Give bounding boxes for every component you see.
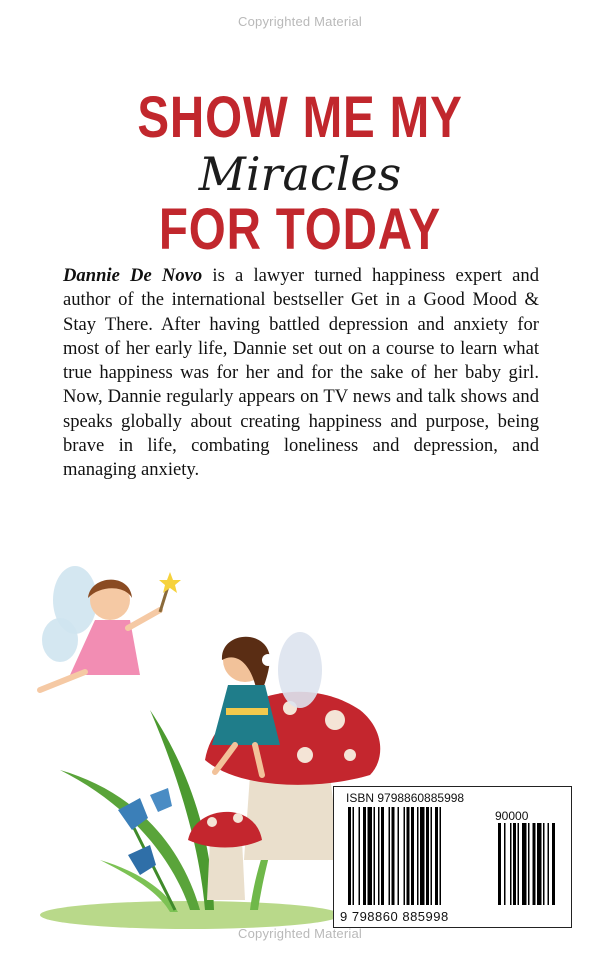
barcode-bar: [440, 807, 442, 905]
barcode-bar: [363, 807, 366, 905]
barcode-bar: [348, 807, 351, 905]
mushroom-spot: [207, 817, 217, 827]
barcode-bar: [411, 807, 414, 905]
barcode-bar: [359, 807, 361, 905]
barcode-addon-bar: [522, 823, 527, 905]
barcode-bar: [368, 807, 373, 905]
barcode-bar: [420, 807, 425, 905]
fairy-belt: [226, 708, 268, 715]
author-bio: [63, 264, 539, 483]
barcode-bar: [431, 807, 433, 905]
barcode-bar: [392, 807, 395, 905]
barcode-bar: [381, 807, 384, 905]
mushroom-spot: [344, 749, 356, 761]
barcode-addon-bar: [537, 823, 542, 905]
author-name: Dannie De Novo: [63, 265, 203, 286]
barcode-bar: [398, 807, 400, 905]
title-script-word: Miracles: [198, 147, 402, 201]
mushroom-stem-small: [207, 840, 245, 900]
title-line-2: FOR TODAY: [158, 197, 442, 262]
barcode-bar: [417, 807, 419, 905]
barcode-bar: [378, 807, 380, 905]
barcode-addon-bar: [528, 823, 530, 905]
barcode-bar: [404, 807, 406, 905]
fairy-wing: [278, 632, 322, 708]
mushroom-stem-large: [244, 775, 340, 860]
barcode-addon-bar: [552, 823, 555, 905]
mushroom-spot: [297, 747, 313, 763]
barcode-addon-bar: [510, 823, 512, 905]
barcode-addon-bar: [533, 823, 536, 905]
barcode-digits: 9 798860 885998: [340, 909, 449, 924]
title-line-1: SHOW ME MY: [137, 85, 463, 150]
fairy-wing: [42, 618, 78, 662]
fairy-arm: [128, 610, 160, 628]
watermark-top: Copyrighted Material: [238, 14, 362, 29]
wand-star: [159, 572, 181, 593]
barcode-bar: [353, 807, 355, 905]
isbn-label: ISBN 9798860885998: [346, 791, 465, 805]
barcode-bars: [348, 807, 560, 907]
fairy-leg: [40, 672, 85, 690]
mushroom-spot: [233, 813, 243, 823]
bio-text: is a lawyer turned happiness expert and author of the international bestseller Get in a Good Mood & Stay There. After having battled depression and anxiety for most of her early life, Dannie set out on a course to learn what true happiness was for her and for the sake of her baby girl. Now, Dannie regularly appears on TV news and talk shows and speaks globally about creating happiness and purpose, being brave in life, combating loneliness and depression, and managing anxiety.: [63, 265, 540, 481]
barcode-bar: [426, 807, 429, 905]
barcode-addon-bar: [504, 823, 506, 905]
hair-flower: [262, 654, 274, 666]
barcode-addon-bar: [543, 823, 545, 905]
isbn-barcode: [333, 786, 572, 928]
barcode-addon-bar: [513, 823, 516, 905]
barcode-addon-digits: 90000: [495, 809, 529, 823]
blue-flower: [128, 845, 156, 875]
barcode-bar: [435, 807, 438, 905]
barcode-bar: [407, 807, 410, 905]
watermark-bottom: Copyrighted Material: [238, 926, 362, 941]
book-title: [0, 85, 600, 262]
barcode-addon-bar: [498, 823, 501, 905]
blue-flower: [150, 788, 172, 812]
fairy-pink: [40, 566, 181, 690]
grass-blade: [60, 770, 200, 910]
mushroom-spot: [325, 710, 345, 730]
barcode-bar: [374, 807, 376, 905]
barcode-addon-bar: [548, 823, 550, 905]
barcode-addon-bar: [518, 823, 520, 905]
barcode-bar: [389, 807, 391, 905]
